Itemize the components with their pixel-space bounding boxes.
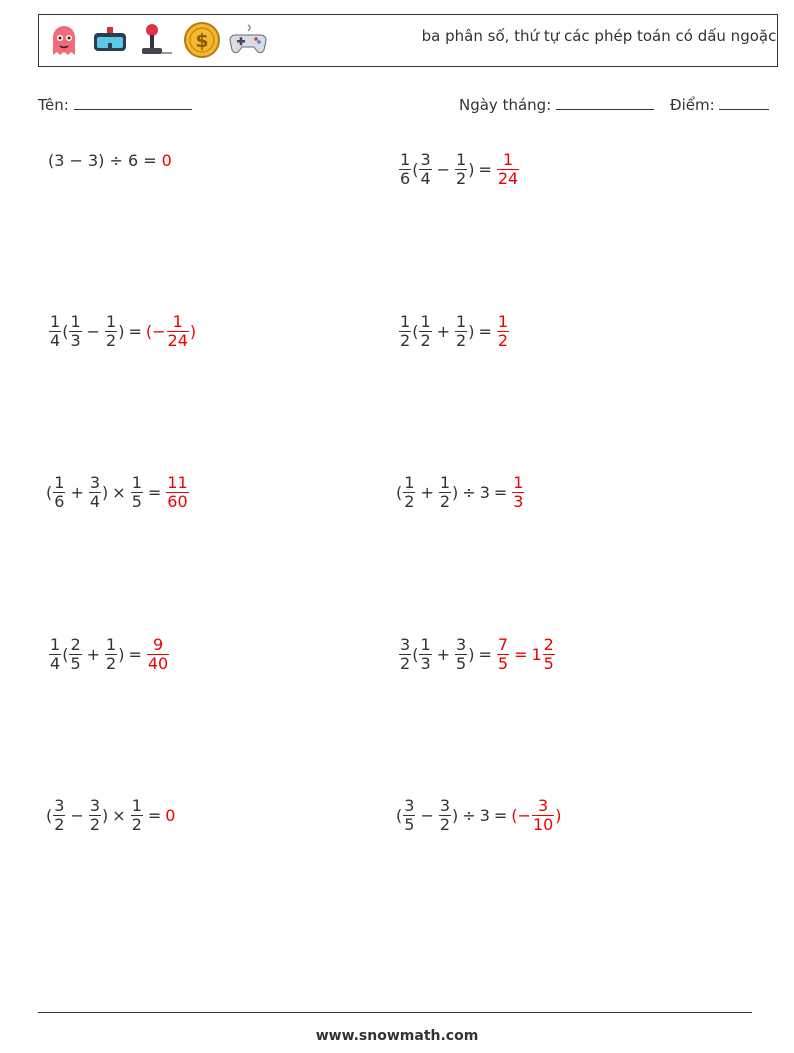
problem-8: $\frac{3}{2}$ ( $\frac{1}{3}$ + $\frac{3}{5}$ ) = $\frac{7}{5}$ = 1 $\frac{2}{5}$ — [400, 635, 554, 673]
fraction: $\frac{1}{2}$ — [106, 312, 117, 350]
answer: $\frac{9}{40}$ — [147, 635, 169, 673]
fraction: $\frac{1}{2}$ — [420, 312, 431, 350]
fraction: $\frac{3}{2}$ — [54, 796, 65, 834]
fraction: $\frac{3}{5}$ — [456, 635, 467, 673]
fraction: $\frac{1}{5}$ — [131, 473, 142, 511]
fraction: $\frac{1}{3}$ — [420, 635, 431, 673]
name-label: Tên: — [38, 96, 69, 114]
fraction: $\frac{3}{2}$ — [89, 796, 101, 834]
score-field — [670, 95, 769, 114]
fraction: $\frac{1}{2}$ — [131, 796, 142, 834]
problem-1 — [48, 151, 172, 170]
fraction: $\frac{2}{5}$ — [70, 635, 81, 673]
svg-text:$: $ — [195, 30, 209, 52]
date-blank[interactable] — [556, 95, 654, 110]
fraction: $\frac{1}{2}$ — [106, 635, 117, 673]
joystick-icon — [137, 21, 175, 59]
ghost-icon — [45, 21, 83, 59]
fraction: $\frac{3}{2}$ — [439, 796, 451, 834]
footer-divider — [38, 1012, 752, 1013]
footer-site: www.snowmath.com — [315, 1028, 479, 1044]
fraction: $\frac{1}{6}$ — [54, 473, 65, 511]
problem-3: $\frac{1}{4}$ ( $\frac{1}{3}$ − $\frac{1}{2}$ ) = (− $\frac{1}{24}$ ) — [50, 312, 197, 350]
problem-4: $\frac{1}{2}$ ( $\frac{1}{2}$ + $\frac{1}{2}$ ) = $\frac{1}{2}$ — [400, 312, 509, 350]
fraction: $\frac{1}{2}$ — [400, 312, 411, 350]
date-label: Ngày tháng: — [459, 96, 552, 114]
answer: (− $\frac{1}{24}$ ) — [145, 312, 197, 350]
fraction: $\frac{1}{2}$ — [404, 473, 415, 511]
fraction: $\frac{1}{4}$ — [50, 312, 61, 350]
problem-10: ( $\frac{3}{5}$ − $\frac{3}{2}$ ) ÷ 3 = (− $\frac{3}{10}$ ) — [396, 796, 562, 834]
problem-7: $\frac{1}{4}$ ( $\frac{2}{5}$ + $\frac{1}{2}$ ) = $\frac{9}{40}$ — [50, 635, 169, 673]
vr-headset-icon — [91, 21, 129, 59]
fraction: $\frac{1}{6}$ — [400, 150, 411, 188]
answer: $\frac{7}{5}$ = 1 $\frac{2}{5}$ — [497, 635, 554, 673]
date-field — [459, 95, 654, 114]
problem-9: ( $\frac{3}{2}$ − $\frac{3}{2}$ ) × $\frac{1}{2}$ = 0 — [46, 796, 176, 834]
answer: $\frac{11}{60}$ — [167, 473, 188, 511]
icon-row — [45, 21, 267, 59]
fraction: $\frac{1}{2}$ — [439, 473, 451, 511]
fraction: $\frac{1}{2}$ — [456, 312, 467, 350]
answer: 0 — [165, 806, 176, 825]
worksheet-title: ba phân số, thứ tự các phép toán có dấu ngoặc — [421, 27, 777, 45]
fraction: $\frac{3}{5}$ — [404, 796, 415, 834]
name-blank[interactable] — [74, 95, 192, 110]
score-label: Điểm: — [670, 96, 715, 114]
fraction: $\frac{1}{4}$ — [50, 635, 61, 673]
answer: $\frac{1}{24}$ — [497, 150, 519, 188]
problem-2: $\frac{1}{6}$ ( $\frac{3}{4}$ − $\frac{1}{2}$ ) = $\frac{1}{24}$ — [400, 150, 519, 188]
answer: $\frac{1}{3}$ — [513, 473, 524, 511]
problem-6: ( $\frac{1}{2}$ + $\frac{1}{2}$ ) ÷ 3 = $\frac{1}{3}$ — [396, 473, 524, 511]
fraction: $\frac{3}{4}$ — [420, 150, 431, 188]
fraction: $\frac{3}{4}$ — [89, 473, 101, 511]
score-blank[interactable] — [719, 95, 769, 110]
coin-icon — [183, 21, 221, 59]
fraction: $\frac{3}{2}$ — [400, 635, 411, 673]
name-field — [38, 95, 192, 114]
answer: (− $\frac{3}{10}$ ) — [511, 796, 562, 834]
fraction: $\frac{1}{2}$ — [456, 150, 467, 188]
header-box — [38, 14, 778, 67]
problem-5: ( $\frac{1}{6}$ + $\frac{3}{4}$ ) × $\frac{1}{5}$ = $\frac{11}{60}$ — [46, 473, 188, 511]
answer: 0 — [161, 151, 172, 170]
expression: (3 − 3) ÷ 6 = — [48, 151, 157, 170]
answer: $\frac{1}{2}$ — [497, 312, 509, 350]
gamepad-icon — [229, 21, 267, 59]
fraction: $\frac{1}{3}$ — [70, 312, 81, 350]
